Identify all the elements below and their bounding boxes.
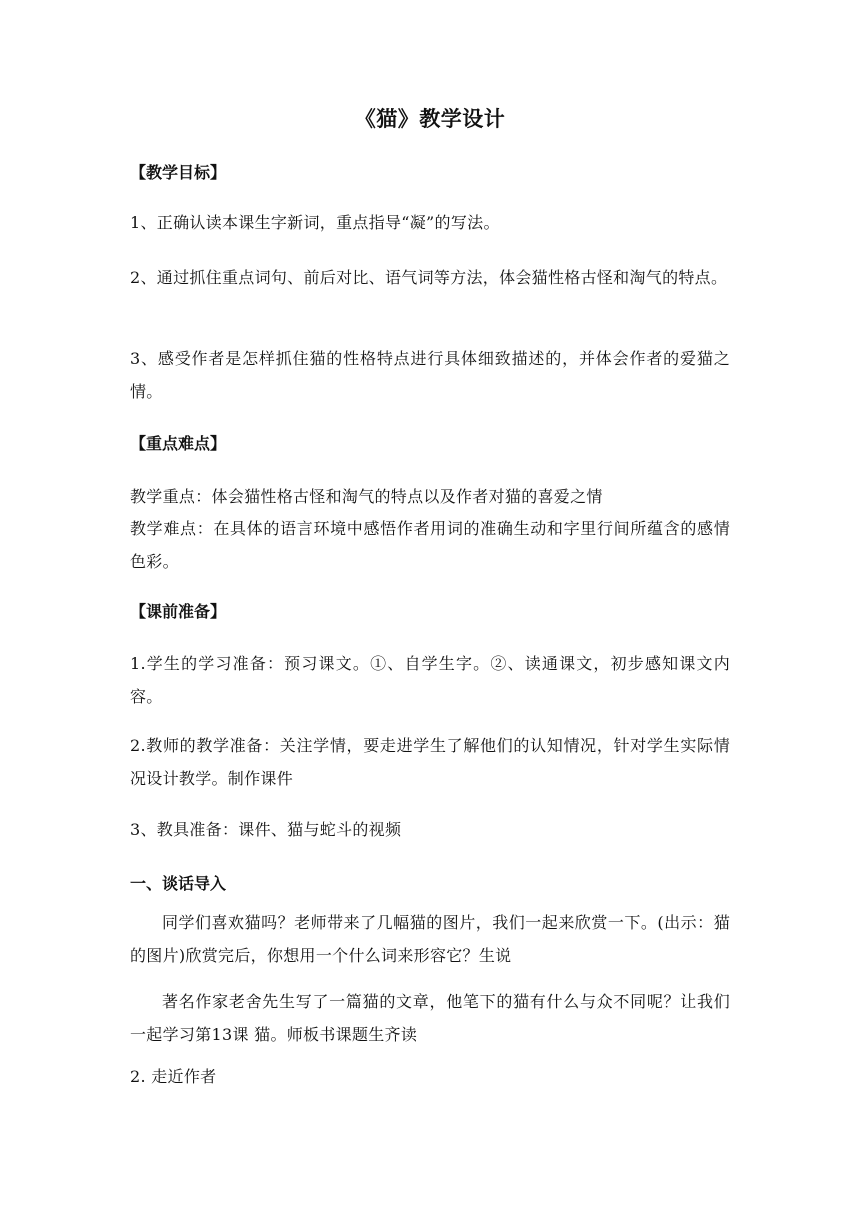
preparation-item-3: 3、教具准备：课件、猫与蛇斗的视频 [130, 820, 402, 839]
intro-paragraph-2: 著名作家老舍先生写了一篇猫的文章，他笔下的猫有什么与众不同呢？让我们一起学习第13课 猫。师板书课题生齐读 [130, 992, 730, 1044]
preparation-item-2: 2.教师的教学准备：关注学情，要走进学生了解他们的认知情况，针对学生实际情况设计教学。制作课件 [130, 736, 730, 788]
section-heading-intro: 一、谈话导入 [130, 874, 227, 893]
section-heading-objectives: 【教学目标】 [130, 163, 227, 182]
intro-paragraph-1: 同学们喜欢猫吗？老师带来了几幅猫的图片，我们一起来欣赏一下。(出示：猫的图片)欣赏完后，你想用一个什么词来形容它？生说 [130, 913, 730, 965]
intro-step-2: 2. 走近作者 [130, 1067, 217, 1086]
objective-item-3: 3、感受作者是怎样抓住猫的性格特点进行具体细致描述的，并体会作者的爱猫之情。 [130, 349, 730, 401]
teaching-difficulty: 教学难点：在具体的语言环境中感悟作者用词的准确生动和字里行间所蕴含的感情色彩。 [130, 519, 730, 571]
section-heading-preparation: 【课前准备】 [130, 602, 227, 621]
document-title: 《猫》教学设计 [354, 107, 506, 131]
preparation-item-1: 1.学生的学习准备：预习课文。①、自学生字。②、读通课文，初步感知课文内容。 [130, 654, 730, 706]
objective-item-1: 1、正确认读本课生字新词，重点指导“凝”的写法。 [130, 213, 500, 232]
teaching-focus: 教学重点：体会猫性格古怪和淘气的特点以及作者对猫的喜爱之情 [130, 487, 603, 506]
objective-item-2: 2、通过抓住重点词句、前后对比、语气词等方法，体会猫性格古怪和淘气的特点。 [130, 268, 728, 287]
section-heading-key-points: 【重点难点】 [130, 434, 227, 453]
